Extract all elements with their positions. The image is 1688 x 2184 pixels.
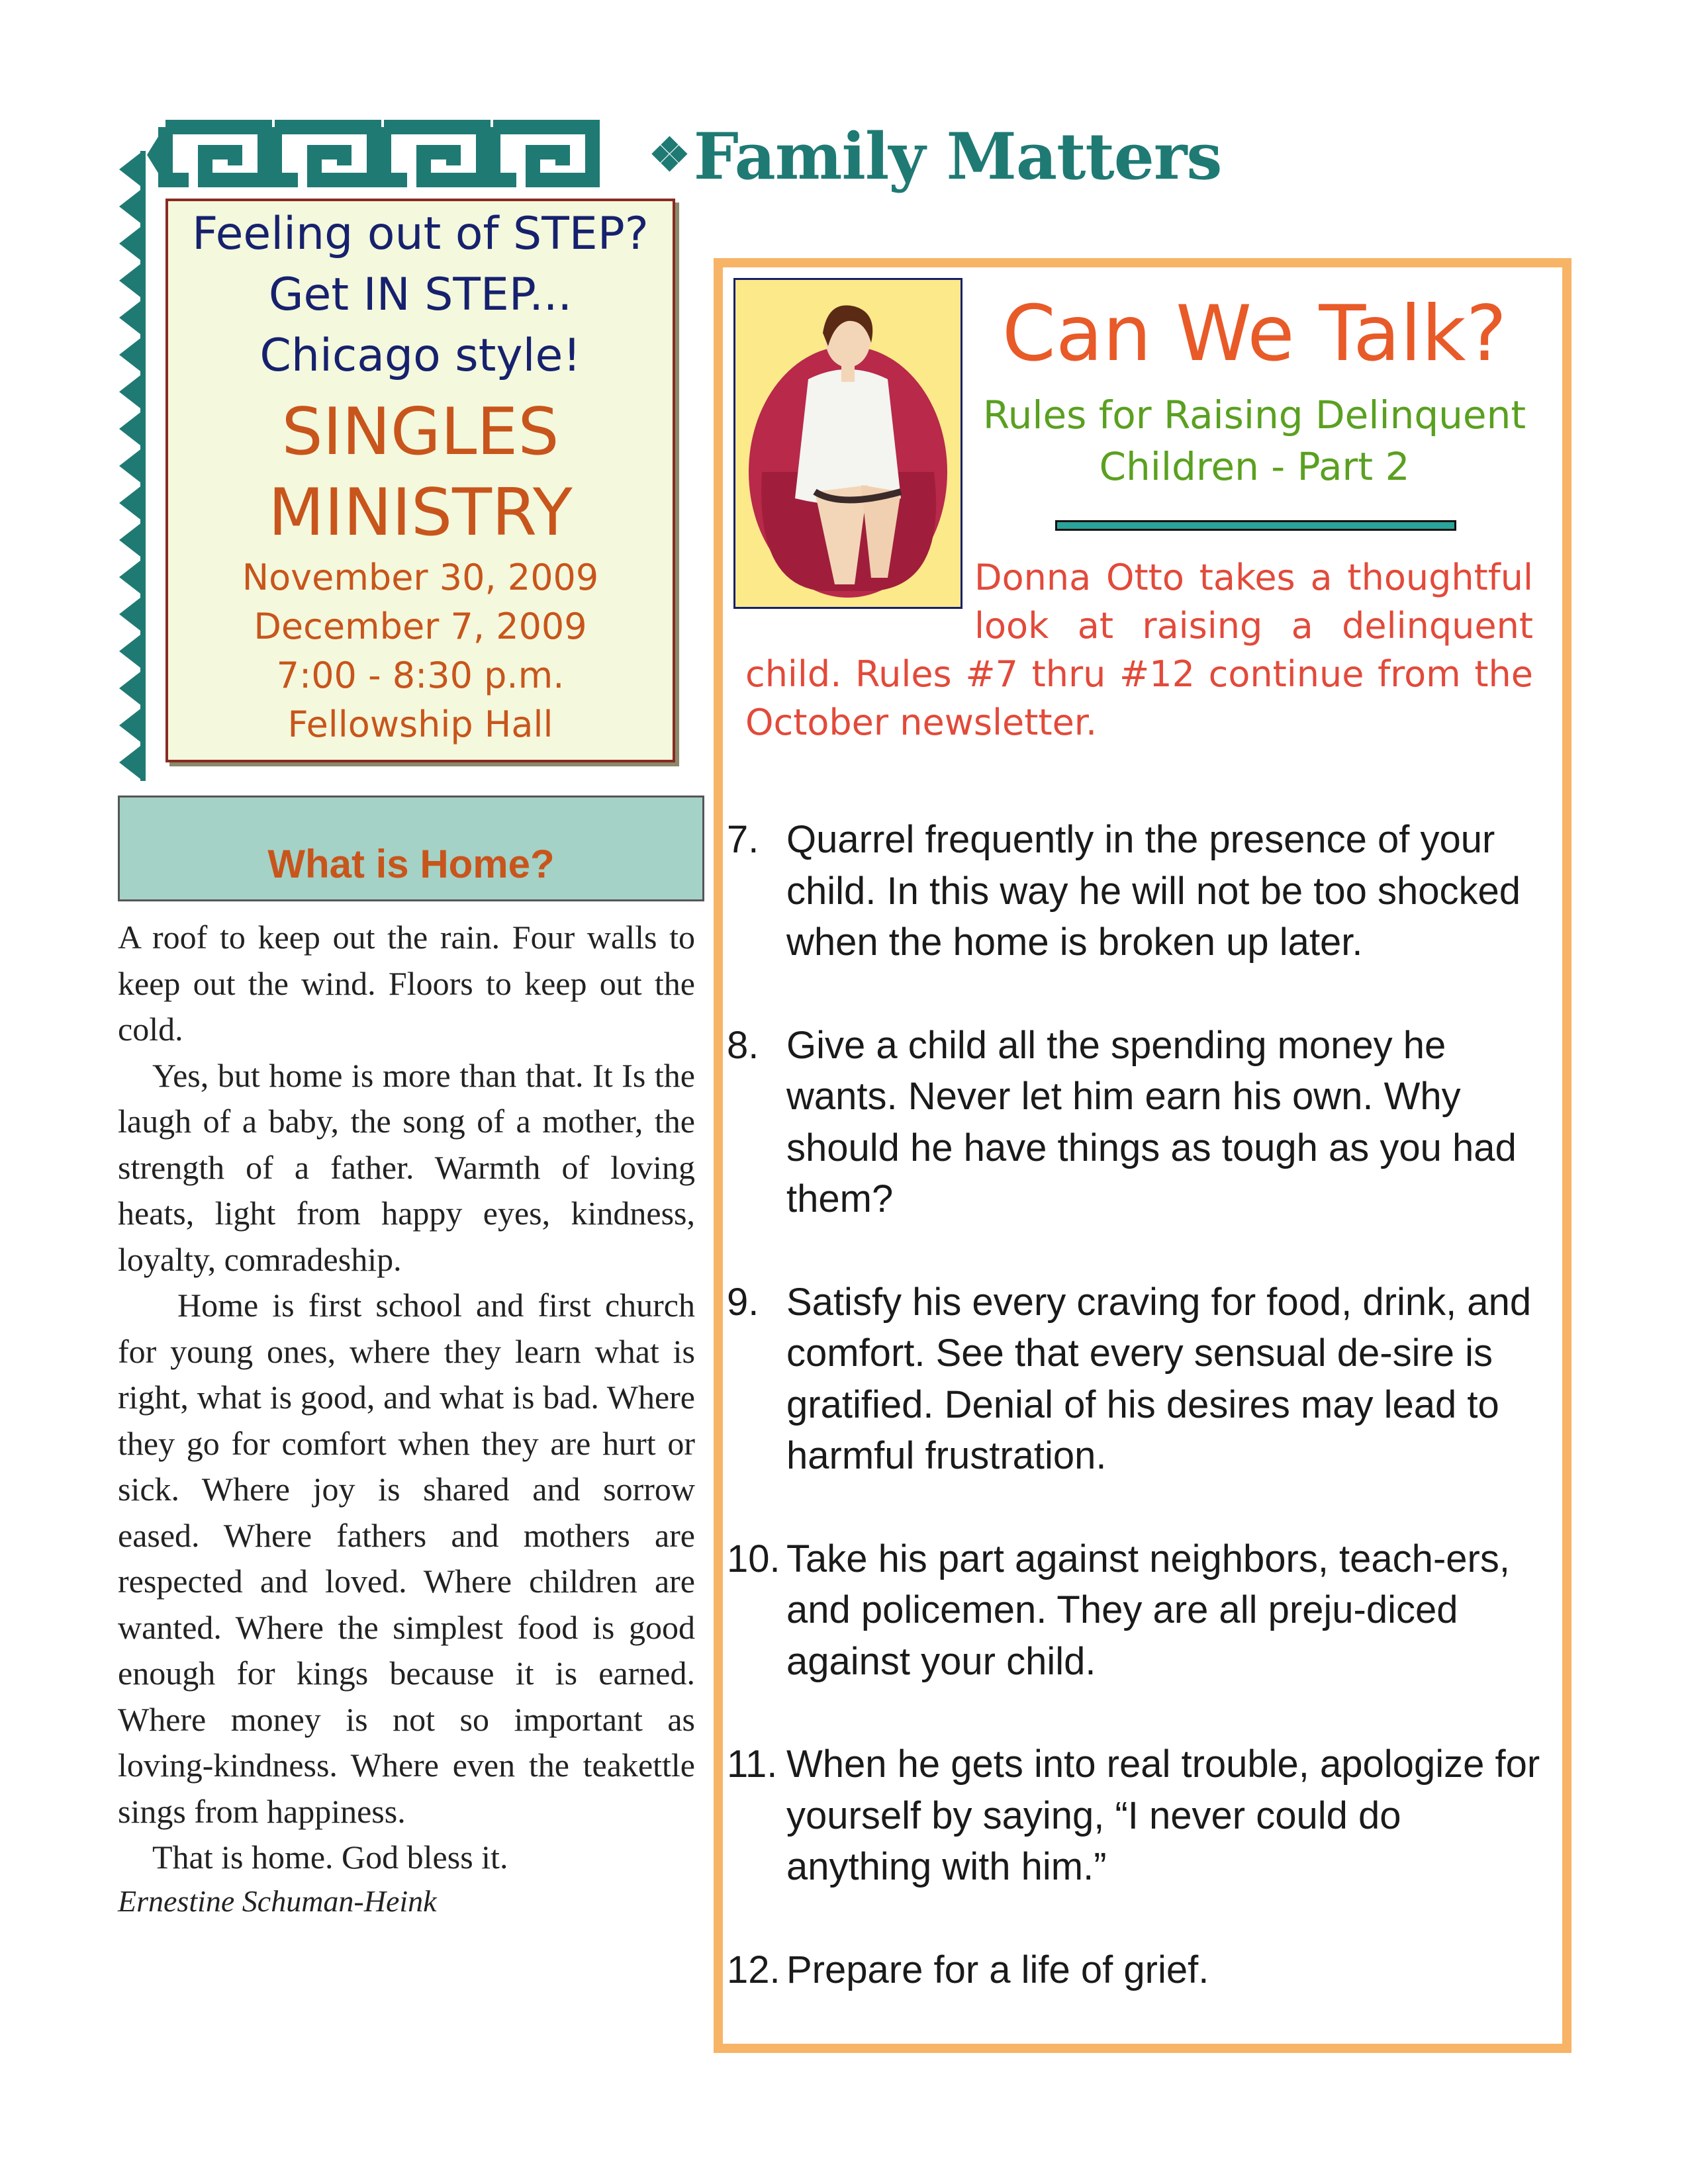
triangle-ornament-icon: [119, 559, 143, 596]
triangle-ornament-icon: [119, 336, 143, 373]
rule-number: 9.: [727, 1280, 759, 1324]
home-paragraph-1: A roof to keep out the rain. Four walls to keep out the wind. Floors to keep out the cold.: [118, 919, 695, 1048]
triangle-ornament-icon: [119, 188, 143, 225]
home-heading: What is Home?: [267, 841, 555, 886]
triangle-ornament-icon: [119, 225, 143, 262]
singles-location: Fellowship Hall: [287, 704, 553, 745]
triangle-ornament-icon: [119, 299, 143, 336]
talk-intro-text: Donna Otto takes a thoughtful look at raising a delinquent child. Rules #7 thru #12 continue from the October newsletter.: [745, 557, 1533, 743]
home-attribution: Ernestine Schuman-Heink: [118, 1884, 437, 1918]
rule-text: Take his part against neighbors, teach-ers, and policemen. They are all preju-diced against your child.: [786, 1537, 1510, 1683]
rule-text: When he gets into real trouble, apologize for yourself by saying, “I never could do anything with him.”: [786, 1743, 1540, 1888]
diamond-bullet-icon: ❖: [649, 127, 690, 182]
rule-number: 10.: [727, 1537, 780, 1580]
singles-ministry-box: [165, 199, 675, 762]
greek-key-segment-icon: [493, 127, 592, 180]
title-divider: [1055, 520, 1456, 531]
singles-title-1: SINGLES: [281, 394, 559, 470]
triangle-ornament-icon: [119, 410, 143, 447]
triangle-strip-bar-icon: [140, 151, 146, 781]
rule-text: Quarrel frequently in the presence of your child. In this way he will not be too shocked when the home is broken up later.: [786, 818, 1521, 964]
rule-number: 11.: [727, 1743, 778, 1786]
list-item: [727, 1277, 1548, 1482]
talk-intro: [745, 553, 1533, 747]
rules-list: [727, 814, 1548, 1995]
rule-number: 12.: [727, 1948, 780, 1991]
home-heading-box: [118, 796, 704, 901]
home-paragraph-4: That is home. God bless it.: [152, 1839, 508, 1876]
triangle-ornament-icon: [119, 670, 143, 707]
home-paragraph-2: Yes, but home is more than that. It Is the laugh of a baby, the song of a mother, the strength of a father. Warmth of loving heats, light from happy eyes, kindness, loyalty, comradeship.: [118, 1056, 695, 1278]
greek-key-segment-icon: [384, 127, 483, 180]
rule-text: Satisfy his every craving for food, drink, and comfort. See that every sensual de-sire is gratified. Denial of his desires may lead to harmful frustration.: [786, 1280, 1532, 1477]
triangle-ornament-icon: [119, 373, 143, 410]
can-we-talk-title: Can We Talk?: [1002, 289, 1507, 379]
triangle-ornament-icon: [119, 484, 143, 522]
masthead-text: Family Matters: [693, 119, 1222, 194]
list-item: [727, 1533, 1548, 1688]
list-item: [727, 1020, 1548, 1225]
masthead-title: [649, 119, 1221, 194]
rule-number: 7.: [727, 818, 759, 861]
triangle-ornament-icon: [119, 151, 143, 188]
triangle-strip-border-icon: [114, 151, 146, 781]
singles-date-1: November 30, 2009: [242, 557, 599, 598]
can-we-talk-subtitle: Rules for Raising Delinquent Children - Part 2: [982, 392, 1526, 489]
singles-tagline-3: Chicago style!: [259, 330, 581, 382]
greek-key-segment-icon: [165, 127, 265, 180]
home-article: [118, 915, 695, 1922]
triangle-ornament-icon: [119, 447, 143, 484]
triangle-ornament-icon: [119, 744, 143, 781]
triangle-ornament-icon: [119, 262, 143, 299]
list-item: [727, 814, 1548, 968]
greek-key-segment-icon: [275, 127, 374, 180]
home-paragraph-3: Home is first school and first church for young ones, where they learn what is right, what is good, and what is bad. Where they go for comfort when they are hurt or sick. Where joy is shared and sorrow eased. Where fathers and mothers are respected and loved. Where children are wanted. Where the simplest food is good enough for kings because it is earned. Where money is not so important as loving-kindness. Where even the teakettle sings from happiness.: [118, 1287, 695, 1830]
triangle-ornament-icon: [119, 596, 143, 633]
greek-key-border-icon: [146, 114, 622, 196]
rule-number: 8.: [727, 1023, 759, 1067]
triangle-ornament-icon: [119, 707, 143, 744]
singles-tagline-1: Feeling out of STEP?: [192, 208, 649, 260]
greek-key-tip-icon: [147, 127, 164, 183]
triangle-ornament-icon: [119, 522, 143, 559]
singles-time: 7:00 - 8:30 p.m.: [276, 655, 565, 696]
triangle-ornament-icon: [119, 633, 143, 670]
singles-date-2: December 7, 2009: [254, 606, 587, 647]
list-item: [727, 1944, 1548, 1996]
singles-tagline-2: Get IN STEP...: [268, 269, 573, 321]
rule-text: Give a child all the spending money he wants. Never let him earn his own. Why should he have things as tough as you had them?: [786, 1023, 1517, 1220]
rule-text: Prepare for a life of grief.: [786, 1948, 1209, 1991]
singles-title-2: MINISTRY: [268, 475, 573, 551]
list-item: [727, 1739, 1548, 1893]
